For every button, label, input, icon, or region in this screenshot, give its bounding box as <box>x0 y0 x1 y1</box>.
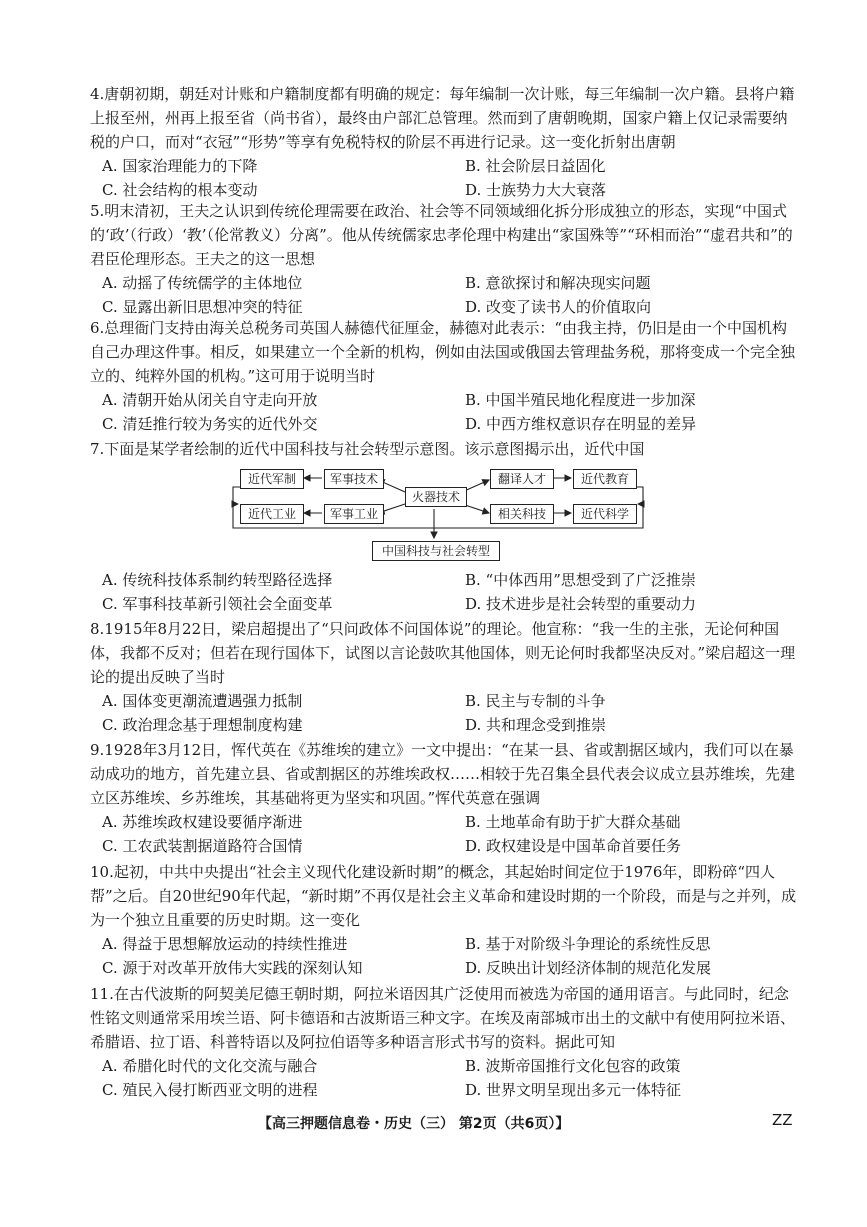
option-a: A. 动摇了传统儒学的主体地位 <box>102 274 303 292</box>
question-stem: 11.在古代波斯的阿契美尼德王朝时期，阿拉米语因其广泛使用而被选为帝国的通用语言。与此同时，纪念性铭文则通常采用埃兰语、阿卡德语和古波斯语三种文字。在埃及南部城市出土的文献中有使用阿拉米语、希腊语、拉丁语、科普特语以及阿拉伯语等多种语言形式书写的资料。据此可知 <box>90 985 796 1051</box>
option-b: B. 社会阶层日益固化 <box>465 157 606 175</box>
option-d: D. 改变了读书人的价值取向 <box>465 298 652 316</box>
question-6 <box>90 316 800 436</box>
option-c: C. 殖民入侵打断西亚文明的进程 <box>102 1081 318 1099</box>
box-modern-education: 近代教育 <box>573 469 637 489</box>
box-military-industry: 军事工业 <box>324 504 384 524</box>
options <box>90 154 800 202</box>
options <box>90 568 800 616</box>
options <box>90 388 800 436</box>
options <box>90 1054 800 1102</box>
options <box>90 689 800 737</box>
options <box>90 271 800 319</box>
box-modern-industry: 近代工业 <box>240 504 304 524</box>
option-a: A. 国家治理能力的下降 <box>102 157 258 175</box>
question-11 <box>90 982 800 1102</box>
option-b: B. 波斯帝国推行文化包容的政策 <box>465 1057 681 1075</box>
box-related-tech: 相关科技 <box>490 504 554 524</box>
option-d: D. 世界文明呈现出多元一体特征 <box>465 1081 682 1099</box>
option-c: C. 显露出新旧思想冲突的特征 <box>102 298 303 316</box>
question-7-options <box>90 568 800 616</box>
option-c: C. 源于对改革开放伟大实践的深刻认知 <box>102 959 363 977</box>
tech-transformation-diagram <box>230 468 650 563</box>
option-a: A. 传统科技体系制约转型路径选择 <box>102 571 333 589</box>
options <box>90 932 800 980</box>
option-b: B. 基于对阶级斗争理论的系统性反思 <box>465 935 711 953</box>
options <box>90 810 800 858</box>
option-c: C. 工农武装割据道路符合国情 <box>102 837 303 855</box>
footer-title: 【高三押题信息卷・历史（三） 第2页（共6页）】 <box>258 1116 570 1132</box>
question-stem: 4.唐朝初期，朝廷对计账和户籍制度都有明确的规定：每年编制一次计账，每三年编制一次户籍。县将户籍上报至州，州再上报至省（尚书省），最终由户部汇总管理。然而到了唐朝晚期，国家户籍上仅记录需要纳税的户口，而对“衣冠”“形势”等享有免税特权的阶层不再进行记录。这一变化折射出唐朝 <box>90 85 795 151</box>
question-stem: 7.下面是某学者绘制的近代中国科技与社会转型示意图。该示意图揭示出，近代中国 <box>90 440 645 458</box>
option-c: C. 社会结构的根本变动 <box>102 181 258 199</box>
box-military-tech: 军事技术 <box>324 469 384 489</box>
question-stem: 6.总理衙门支持由海关总税务司英国人赫德代征厘金，赫德对此表示：“由我主持，仍旧是由一个中国机构自己办理这件事。相反，如果建立一个全新的机构，例如由法国或俄国去管理盐务税，那将变成一个完全独立的、纯粹外国的机构。”这可用于说明当时 <box>90 319 796 385</box>
option-d: D. 士族势力大大衰落 <box>465 181 607 199</box>
option-c: C. 政治理念基于理想制度构建 <box>102 716 303 734</box>
footer-code: ZZ <box>772 1111 793 1129</box>
box-firearm-tech: 火器技术 <box>405 487 467 507</box>
option-d: D. 反映出计划经济体制的规范化发展 <box>465 959 712 977</box>
question-5 <box>90 199 800 319</box>
option-a: A. 清朝开始从闭关自守走向开放 <box>102 391 318 409</box>
option-c: C. 军事科技革新引领社会全面变革 <box>102 595 333 613</box>
question-8 <box>90 617 800 737</box>
option-b: B. “中体西用”思想受到了广泛推崇 <box>465 571 696 589</box>
question-4 <box>90 82 800 202</box>
question-9 <box>90 738 800 858</box>
option-b: B. 土地革命有助于扩大群众基础 <box>465 813 681 831</box>
option-d: D. 共和理念受到推崇 <box>465 716 607 734</box>
option-b: B. 中国半殖民地化程度进一步加深 <box>465 391 696 409</box>
option-a: A. 希腊化时代的文化交流与融合 <box>102 1057 318 1075</box>
box-modern-military: 近代军制 <box>240 469 304 489</box>
option-d: D. 政权建设是中国革命首要任务 <box>465 837 682 855</box>
box-modern-science: 近代科学 <box>573 504 637 524</box>
box-translators: 翻译人才 <box>490 469 554 489</box>
option-d: D. 技术进步是社会转型的重要动力 <box>465 595 697 613</box>
option-a: A. 苏维埃政权建设要循序渐进 <box>102 813 303 831</box>
option-b: B. 意欲探讨和解决现实问题 <box>465 274 651 292</box>
option-d: D. 中西方维权意识存在明显的差异 <box>465 415 697 433</box>
question-10 <box>90 860 800 980</box>
question-stem: 10.起初，中共中央提出“社会主义现代化建设新时期”的概念，其起始时间定位于1976年，即粉碎“四人帮”之后。自20世纪90年代起，“新时期”不再仅是社会主义革命和建设时期的一个阶段，而是与之并列，成为一个独立且重要的历史时期。这一变化 <box>90 863 797 929</box>
question-7-stem <box>90 437 800 461</box>
option-c: C. 清廷推行较为务实的近代外交 <box>102 415 318 433</box>
option-a: A. 得益于思想解放运动的持续性推进 <box>102 935 348 953</box>
question-stem: 5.明末清初，王夫之认识到传统伦理需要在政治、社会等不同领域细化拆分形成独立的形态，实现“中国式的‘政’（行政）‘教’（伦常教义）分离”。他从传统儒家忠孝伦理中构建出“家国殊等”“环相而治”“虚君共和”的君臣伦理形态。王夫之的这一思想 <box>90 202 793 268</box>
question-stem: 8.1915年8月22日，梁启超提出了“只问政体不问国体说”的理论。他宣称：“我一生的主张，无论何种国体，我都不反对；但若在现行国体下，试图以言论鼓吹其他国体，则无论何时我都坚决反对。”梁启超这一理论的提出反映了当时 <box>90 620 796 686</box>
question-stem: 9.1928年3月12日，恽代英在《苏维埃的建立》一文中提出：“在某一县、省或割据区域内，我们可以在暴动成功的地方，首先建立县、省或割据区的苏维埃政权……相较于先召集全县代表会议成立县苏维埃，先建立区苏维埃、乡苏维埃，其基础将更为坚实和巩固。”恽代英意在强调 <box>90 741 796 807</box>
option-b: B. 民主与专制的斗争 <box>465 692 606 710</box>
box-transformation: 中国科技与社会转型 <box>372 541 500 561</box>
option-a: A. 国体变更潮流遭遇强力抵制 <box>102 692 303 710</box>
